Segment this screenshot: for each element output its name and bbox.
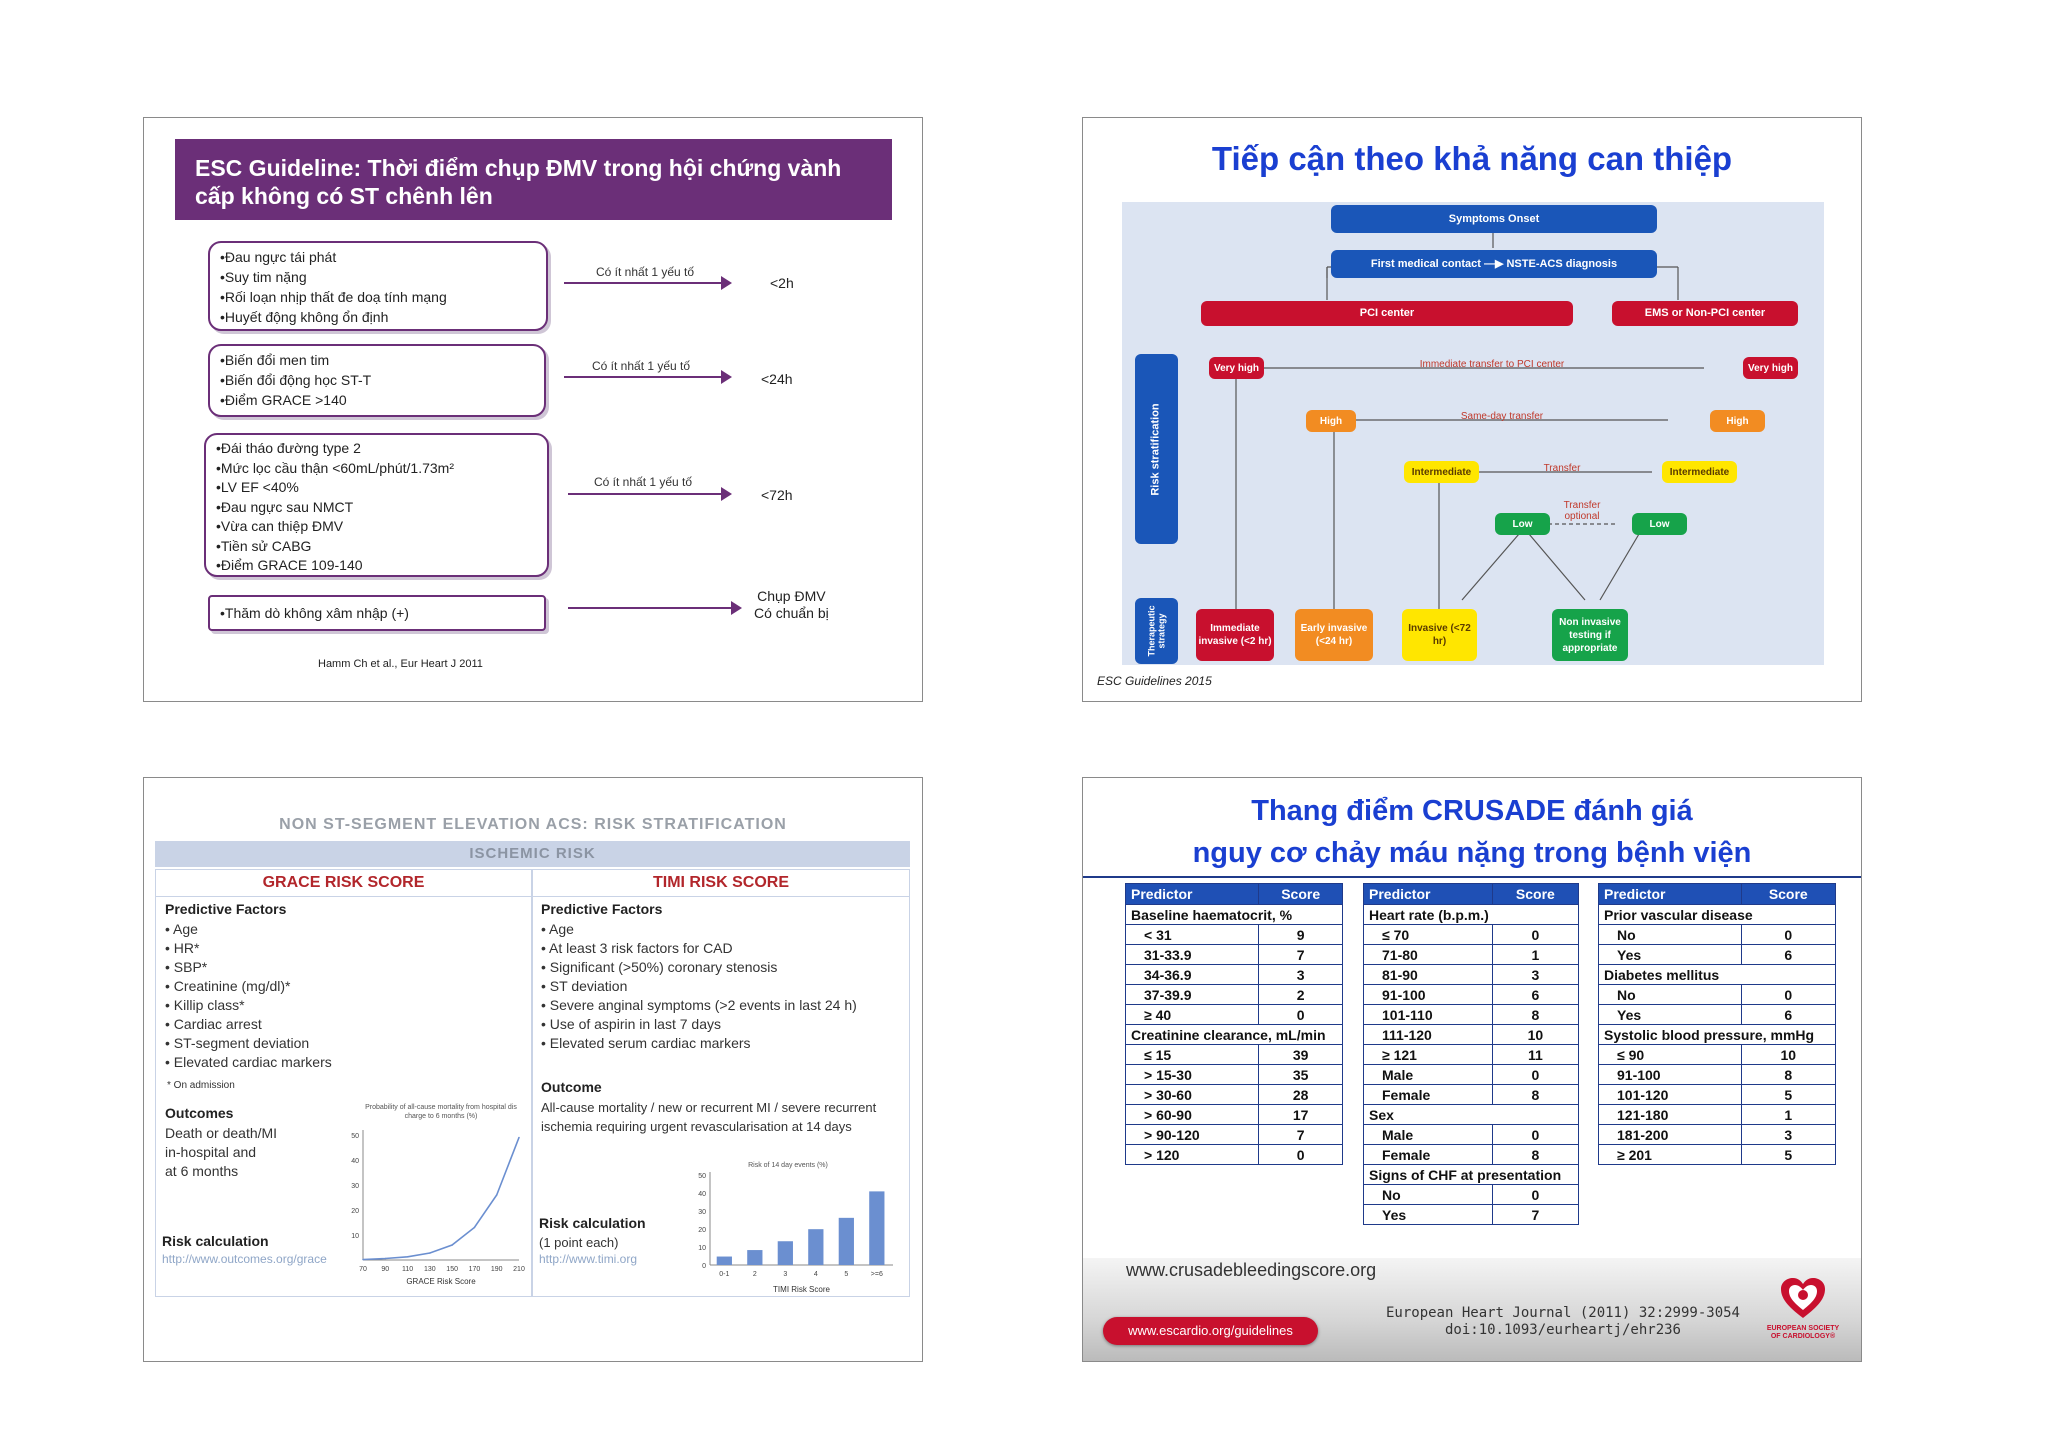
flowchart [1122, 202, 1824, 665]
risk-stratification-bar [1135, 354, 1178, 544]
time-label: <2h [770, 275, 794, 291]
table-cell-label: Male [1364, 1065, 1493, 1085]
table-section-label: Diabetes mellitus [1599, 965, 1836, 985]
criteria-item: •Đau ngực tái phát [220, 249, 337, 265]
x-tick-label: 190 [490, 1266, 503, 1273]
x-tick-label: >=6 [870, 1271, 883, 1278]
table-cell-score: 28 [1259, 1085, 1343, 1105]
table-cell-score: 5 [1741, 1085, 1835, 1105]
table-cell-label: 111-120 [1364, 1025, 1493, 1045]
table-cell-score: 35 [1259, 1065, 1343, 1085]
table-cell-label: No [1364, 1185, 1493, 1205]
table-cell-label: > 120 [1126, 1145, 1259, 1165]
table-cell-label: Male [1364, 1125, 1493, 1145]
crusade-table-1 [1125, 883, 1343, 1165]
criteria-item: •Suy tim nặng [220, 269, 307, 285]
table-header-predictor: Predictor [1126, 884, 1259, 905]
table-cell-score: 7 [1259, 1125, 1343, 1145]
criteria-item: •Mức lọc cầu thận <60mL/phút/1.73m² [216, 459, 455, 476]
data-point [518, 1137, 520, 1139]
table-cell-label: Yes [1364, 1205, 1493, 1225]
factor-item: • ST-segment deviation [165, 1035, 310, 1051]
outcome-line: ischemia requiring urgent revascularisation at 14 days [541, 1119, 852, 1134]
table-cell-label: 181-200 [1599, 1125, 1742, 1145]
x-tick-label: 2 [752, 1271, 757, 1278]
table-cell-label: Female [1364, 1085, 1493, 1105]
strategy-invasive: Invasive (<72 hr) [1402, 609, 1477, 661]
slide-risk-stratification [143, 777, 923, 1362]
bar [778, 1241, 793, 1265]
time-line: Có chuẩn bị [754, 605, 829, 621]
table-header-predictor: Predictor [1364, 884, 1493, 905]
x-axis-label: GRACE Risk Score [406, 1277, 476, 1285]
slide3-header: NON ST-SEGMENT ELEVATION ACS: RISK STRATIFICATION [279, 816, 787, 833]
risk-label: Risk stratification [1150, 402, 1162, 496]
table-cell-score: 10 [1741, 1045, 1835, 1065]
condition-label: Có ít nhất 1 yếu tố [592, 359, 691, 373]
time-label: <24h [761, 371, 793, 387]
table-row [1364, 1165, 1579, 1185]
table-cell-score: 0 [1259, 1005, 1343, 1025]
chart-title: Probability of all-cause mortality from hospital dis [365, 1104, 517, 1111]
table-cell-score: 2 [1259, 985, 1343, 1005]
bar [839, 1218, 854, 1265]
table-row [1364, 945, 1579, 965]
table-cell-label: > 60-90 [1126, 1105, 1259, 1125]
chart-title: Risk of 14 day events (%) [748, 1162, 828, 1169]
table-row [1364, 1105, 1579, 1125]
strategy-early: Early invasive (<24 hr) [1295, 609, 1373, 661]
table-cell-label: < 31 [1126, 925, 1259, 945]
table-cell-label: 121-180 [1599, 1105, 1742, 1125]
table-cell-label: 31-33.9 [1126, 945, 1259, 965]
table-header-score: Score [1259, 884, 1343, 905]
timi-title: TIMI RISK SCORE [533, 870, 909, 897]
table-cell-label: ≤ 70 [1364, 925, 1493, 945]
table-section-label: Baseline haematocrit, % [1126, 905, 1343, 925]
table-cell-score: 8 [1492, 1005, 1578, 1025]
x-tick-label: 3 [783, 1271, 788, 1278]
table-row [1364, 1025, 1579, 1045]
timi-chart [688, 1155, 903, 1295]
x-axis-label: TIMI Risk Score [773, 1285, 830, 1294]
series-line [363, 1138, 519, 1260]
table-row [1126, 925, 1343, 945]
x-tick-label: 70 [359, 1266, 367, 1273]
criteria-item: •Huyết động không ổn định [220, 309, 389, 325]
table-cell-score: 7 [1492, 1205, 1578, 1225]
table-row [1599, 1025, 1836, 1045]
table-row [1364, 1045, 1579, 1065]
table-cell-label: Yes [1599, 1005, 1742, 1025]
table-row [1364, 1185, 1579, 1205]
table-cell-label: ≤ 15 [1126, 1045, 1259, 1065]
criteria-item: •Tiền sử CABG [216, 537, 312, 554]
slide-crusade [1082, 777, 1862, 1362]
factor-item: • Killip class* [165, 997, 245, 1013]
table-cell-score: 9 [1259, 925, 1343, 945]
outcome-line: at 6 months [165, 1163, 239, 1179]
bar [747, 1250, 762, 1265]
y-tick-label: 0 [702, 1263, 706, 1270]
table-cell-label: No [1599, 925, 1742, 945]
table-section-label: Sex [1364, 1105, 1579, 1125]
x-tick-label: 110 [401, 1266, 414, 1273]
table-cell-label: 81-90 [1364, 965, 1493, 985]
x-tick-label: 130 [424, 1266, 436, 1273]
grace-outcomes-label: Outcomes [165, 1105, 234, 1121]
timi-outcome [541, 1098, 876, 1136]
table-row [1599, 1065, 1836, 1085]
grace-pf-label: Predictive Factors [165, 901, 287, 917]
criteria-item: •Điểm GRACE >140 [220, 392, 347, 408]
grace-link[interactable]: http://www.outcomes.org/grace [162, 1252, 327, 1266]
factor-item: • SBP* [165, 959, 208, 975]
strategy-noninvasive: Non invasive testing if appropriate [1552, 609, 1628, 661]
table-cell-label: 34-36.9 [1126, 965, 1259, 985]
esc-logo-text: EUROPEAN SOCIETY OF CARDIOLOGY® [1766, 1325, 1840, 1340]
bar [717, 1257, 732, 1265]
table-cell-label: ≤ 90 [1599, 1045, 1742, 1065]
x-tick-label: 150 [446, 1266, 458, 1273]
chart-title-line2: charge to 6 months (%) [404, 1113, 478, 1120]
table-cell-score: 8 [1492, 1085, 1578, 1105]
table-row [1364, 905, 1579, 925]
table-cell-score: 10 [1492, 1025, 1578, 1045]
table-row [1126, 1025, 1343, 1045]
table-cell-score: 3 [1492, 965, 1578, 985]
crusade-table-2 [1363, 883, 1579, 1225]
slide1-citation: Hamm Ch et al., Eur Heart J 2011 [318, 658, 483, 670]
bar [808, 1229, 823, 1265]
table-cell-label: No [1599, 985, 1742, 1005]
table-cell-score: 3 [1741, 1125, 1835, 1145]
table-cell-score: 6 [1741, 1005, 1835, 1025]
grace-footnote: * On admission [167, 1080, 235, 1091]
node-high-right: High [1710, 410, 1765, 432]
slide4-title [1083, 790, 1861, 874]
ref-line: doi:10.1093/eurheartj/ehr236 [1444, 1322, 1681, 1338]
data-point [451, 1244, 453, 1246]
crusade-table-3 [1598, 883, 1836, 1165]
table-cell-score: 5 [1741, 1145, 1835, 1165]
time-line: Chụp ĐMV [757, 588, 826, 604]
factor-item: • Age [541, 921, 574, 937]
bar [869, 1191, 884, 1265]
outcome-line: in-hospital and [165, 1144, 257, 1160]
table-row [1364, 985, 1579, 1005]
table-row [1126, 965, 1343, 985]
criteria-item: •Thăm dò không xâm nhập (+) [220, 605, 409, 621]
condition-label: Có ít nhất 1 yếu tố [596, 265, 695, 279]
table-row [1364, 1005, 1579, 1025]
node-intermediate-left: Intermediate [1404, 461, 1479, 483]
data-point [429, 1252, 431, 1254]
node-very-high-right: Very high [1743, 357, 1798, 379]
table-row [1364, 1065, 1579, 1085]
table-header-predictor: Predictor [1599, 884, 1742, 905]
table-row [1126, 1065, 1343, 1085]
table-cell-score: 6 [1492, 985, 1578, 1005]
table-row [1599, 985, 1836, 1005]
table-section-label: Signs of CHF at presentation [1364, 1165, 1579, 1185]
ref-line: European Heart Journal (2011) 32:2999-3054 [1385, 1305, 1740, 1321]
y-tick-label: 20 [698, 1227, 706, 1234]
label-same-day: Same-day transfer [1460, 411, 1544, 422]
criteria-box-24h [208, 344, 546, 417]
table-cell-score: 1 [1492, 945, 1578, 965]
table-cell-score: 1 [1741, 1105, 1835, 1125]
timi-factor-list [541, 920, 857, 1053]
x-tick-label: 4 [813, 1271, 818, 1278]
y-tick-label: 50 [698, 1173, 706, 1180]
x-tick-label: 5 [844, 1271, 849, 1278]
time-label-elective [754, 588, 829, 622]
table-row [1599, 1125, 1836, 1145]
grace-title: GRACE RISK SCORE [156, 870, 531, 897]
timi-risk-sub: (1 point each) [539, 1235, 619, 1250]
data-point [384, 1258, 386, 1260]
grace-outcomes [165, 1124, 277, 1181]
table-row [1126, 1085, 1343, 1105]
table-cell-score: 0 [1492, 1185, 1578, 1205]
table-cell-score: 6 [1741, 945, 1835, 965]
time-label: <72h [761, 487, 793, 503]
table-row [1599, 1005, 1836, 1025]
table-row [1126, 985, 1343, 1005]
table-cell-score: 8 [1741, 1065, 1835, 1085]
table-cell-label: Female [1364, 1145, 1493, 1165]
criteria-item: •Biến đổi men tim [220, 352, 330, 368]
node-pci-center: PCI center [1201, 301, 1573, 326]
arrow-icon [568, 607, 740, 609]
table-cell-score: 7 [1259, 945, 1343, 965]
table-cell-score: 0 [1492, 1065, 1578, 1085]
timi-pf-label: Predictive Factors [541, 901, 663, 917]
label-immediate-transfer: Immediate transfer to PCI center [1419, 359, 1565, 370]
factor-item: • Elevated cardiac markers [165, 1054, 332, 1070]
table-cell-score: 0 [1492, 925, 1578, 945]
y-tick-label: 50 [351, 1133, 359, 1140]
timi-outcome-label: Outcome [541, 1079, 602, 1095]
table-cell-score: 39 [1259, 1045, 1343, 1065]
table-section-label: Prior vascular disease [1599, 905, 1836, 925]
strategy-label: Therapeutic strategy [1146, 605, 1167, 657]
table-section-label: Systolic blood pressure, mmHg [1599, 1025, 1836, 1045]
timi-link[interactable]: http://www.timi.org [539, 1252, 638, 1266]
node-low-left: Low [1495, 513, 1550, 535]
table-row [1126, 1045, 1343, 1065]
table-row [1599, 965, 1836, 985]
slide2-title: Tiếp cận theo khả năng can thiệp [1211, 140, 1733, 177]
strategy-bar [1135, 598, 1178, 664]
table-cell-label: 101-120 [1599, 1085, 1742, 1105]
factor-item: • Significant (>50%) coronary stenosis [541, 959, 778, 975]
table-section-label: Heart rate (b.p.m.) [1364, 905, 1579, 925]
table-cell-score: 0 [1259, 1145, 1343, 1165]
outcome-line: All-cause mortality / new or recurrent MI / severe recurrent [541, 1100, 877, 1115]
table-cell-label: > 15-30 [1126, 1065, 1259, 1085]
title-line: Thang điểm CRUSADE đánh giá [1251, 795, 1693, 827]
factor-item: • Use of aspirin in last 7 days [541, 1016, 721, 1032]
table-row [1364, 965, 1579, 985]
table-cell-label: 91-100 [1364, 985, 1493, 1005]
grace-risk-label: Risk calculation [162, 1233, 269, 1249]
slide1-title: ESC Guideline: Thời điểm chụp ĐMV trong hội chứng vành cấp không có ST chênh lên [175, 139, 892, 220]
y-tick-label: 30 [698, 1209, 706, 1216]
table-row [1364, 1145, 1579, 1165]
factor-item: • Creatinine (mg/dl)* [165, 978, 291, 994]
table-cell-label: ≥ 201 [1599, 1145, 1742, 1165]
table-row [1599, 925, 1836, 945]
table-cell-score: 0 [1741, 985, 1835, 1005]
y-tick-label: 10 [351, 1233, 359, 1240]
table-row [1599, 1105, 1836, 1125]
arrow-icon [568, 493, 730, 495]
criteria-item: •Rối loạn nhịp thất đe doạ tính mạng [220, 289, 447, 305]
heart-logo-icon [1779, 1276, 1827, 1320]
table-row [1126, 1125, 1343, 1145]
table-cell-label: 91-100 [1599, 1065, 1742, 1085]
factor-item: • At least 3 risk factors for CAD [541, 940, 733, 956]
label-transfer: Transfer [1543, 463, 1581, 474]
table-row [1126, 1105, 1343, 1125]
table-row [1599, 1085, 1836, 1105]
table-cell-score: 3 [1259, 965, 1343, 985]
node-fmc: First medical contact —▶ NSTE-ACS diagnosis [1331, 250, 1657, 278]
esc-logo [1763, 1276, 1843, 1341]
node-intermediate-right: Intermediate [1662, 461, 1737, 483]
node-very-high-left: Very high [1209, 357, 1264, 379]
y-tick-label: 30 [351, 1183, 359, 1190]
table-row [1364, 1205, 1579, 1225]
table-row [1599, 905, 1836, 925]
table-cell-label: 37-39.9 [1126, 985, 1259, 1005]
criteria-box-72h [204, 433, 549, 577]
table-row [1126, 1005, 1343, 1025]
data-point [407, 1256, 409, 1258]
x-tick-label: 90 [381, 1266, 390, 1273]
crusade-site[interactable]: www.crusadebleedingscore.org [1126, 1260, 1377, 1280]
ischemic-risk-band: ISCHEMIC RISK [155, 841, 910, 867]
data-point [496, 1194, 498, 1196]
outcome-line: Death or death/MI [165, 1125, 278, 1141]
factor-item: • HR* [165, 940, 200, 956]
table-section-label: Creatinine clearance, mL/min [1126, 1025, 1343, 1045]
arrow-icon [564, 282, 730, 284]
strategy-immediate: Immediate invasive (<2 hr) [1196, 609, 1274, 661]
node-high-left: High [1306, 410, 1356, 432]
x-tick-label: 210 [513, 1266, 525, 1273]
slide-pci-approach [1082, 117, 1862, 702]
table-cell-score: 11 [1492, 1045, 1578, 1065]
timi-risk-label: Risk calculation [539, 1215, 646, 1231]
y-tick-label: 10 [698, 1245, 706, 1252]
factor-item: • Elevated serum cardiac markers [541, 1035, 751, 1051]
data-point [474, 1227, 476, 1229]
escardio-button[interactable]: www.escardio.org/guidelines [1103, 1317, 1318, 1345]
factor-item: • Cardiac arrest [165, 1016, 262, 1032]
criteria-item: •Vừa can thiệp ĐMV [216, 518, 344, 534]
criteria-item: •Đau ngực sau NMCT [216, 498, 354, 515]
factor-item: • Severe anginal symptoms (>2 events in last 24 h) [541, 997, 857, 1013]
factor-item: • ST deviation [541, 978, 628, 994]
slide2-citation: ESC Guidelines 2015 [1097, 674, 1212, 688]
x-tick-label: 170 [468, 1266, 481, 1273]
arrow-icon [564, 376, 730, 378]
node-ems: EMS or Non-PCI center [1612, 301, 1798, 326]
table-cell-label: ≥ 121 [1364, 1045, 1493, 1065]
grace-chart [341, 1095, 526, 1285]
table-cell-label: 101-110 [1364, 1005, 1493, 1025]
grace-column [155, 869, 532, 1297]
table-header-score: Score [1492, 884, 1578, 905]
criteria-box-2h [208, 241, 548, 331]
timi-column [532, 869, 910, 1297]
table-cell-label: 71-80 [1364, 945, 1493, 965]
y-tick-label: 40 [698, 1191, 706, 1198]
table-cell-label: > 30-60 [1126, 1085, 1259, 1105]
label-transfer-optional: Transfer optional [1563, 500, 1601, 522]
factor-item: • Age [165, 921, 198, 937]
table-cell-label: Yes [1599, 945, 1742, 965]
criteria-item: •Biến đổi động học ST-T [220, 372, 372, 388]
criteria-item: •LV EF <40% [216, 479, 299, 495]
table-row [1599, 1045, 1836, 1065]
table-header-score: Score [1741, 884, 1835, 905]
table-row [1126, 945, 1343, 965]
node-symptoms: Symptoms Onset [1331, 205, 1657, 233]
node-low-right: Low [1632, 513, 1687, 535]
table-row [1126, 905, 1343, 925]
title-line: nguy cơ chảy máu nặng trong bệnh viện [1192, 837, 1752, 869]
title-divider [1083, 876, 1861, 878]
table-row [1599, 945, 1836, 965]
criteria-item: •Điểm GRACE 109-140 [216, 557, 363, 573]
slide-esc-timing [143, 117, 923, 702]
journal-reference [1383, 1305, 1743, 1339]
table-row [1364, 925, 1579, 945]
y-tick-label: 20 [351, 1208, 359, 1215]
table-cell-score: 8 [1492, 1145, 1578, 1165]
table-cell-label: ≥ 40 [1126, 1005, 1259, 1025]
table-cell-score: 17 [1259, 1105, 1343, 1125]
table-row [1364, 1125, 1579, 1145]
table-row [1364, 1085, 1579, 1105]
table-row [1126, 1145, 1343, 1165]
grace-factor-list [165, 920, 332, 1072]
criteria-item: •Đái tháo đường type 2 [216, 440, 361, 456]
table-cell-label: > 90-120 [1126, 1125, 1259, 1145]
x-tick-label: 0-1 [719, 1271, 730, 1278]
condition-label: Có ít nhất 1 yếu tố [594, 475, 693, 489]
table-row [1599, 1145, 1836, 1165]
data-point [362, 1259, 364, 1261]
table-cell-score: 0 [1492, 1125, 1578, 1145]
table-cell-score: 0 [1741, 925, 1835, 945]
criteria-box-elective [208, 595, 546, 631]
y-tick-label: 40 [351, 1158, 359, 1165]
